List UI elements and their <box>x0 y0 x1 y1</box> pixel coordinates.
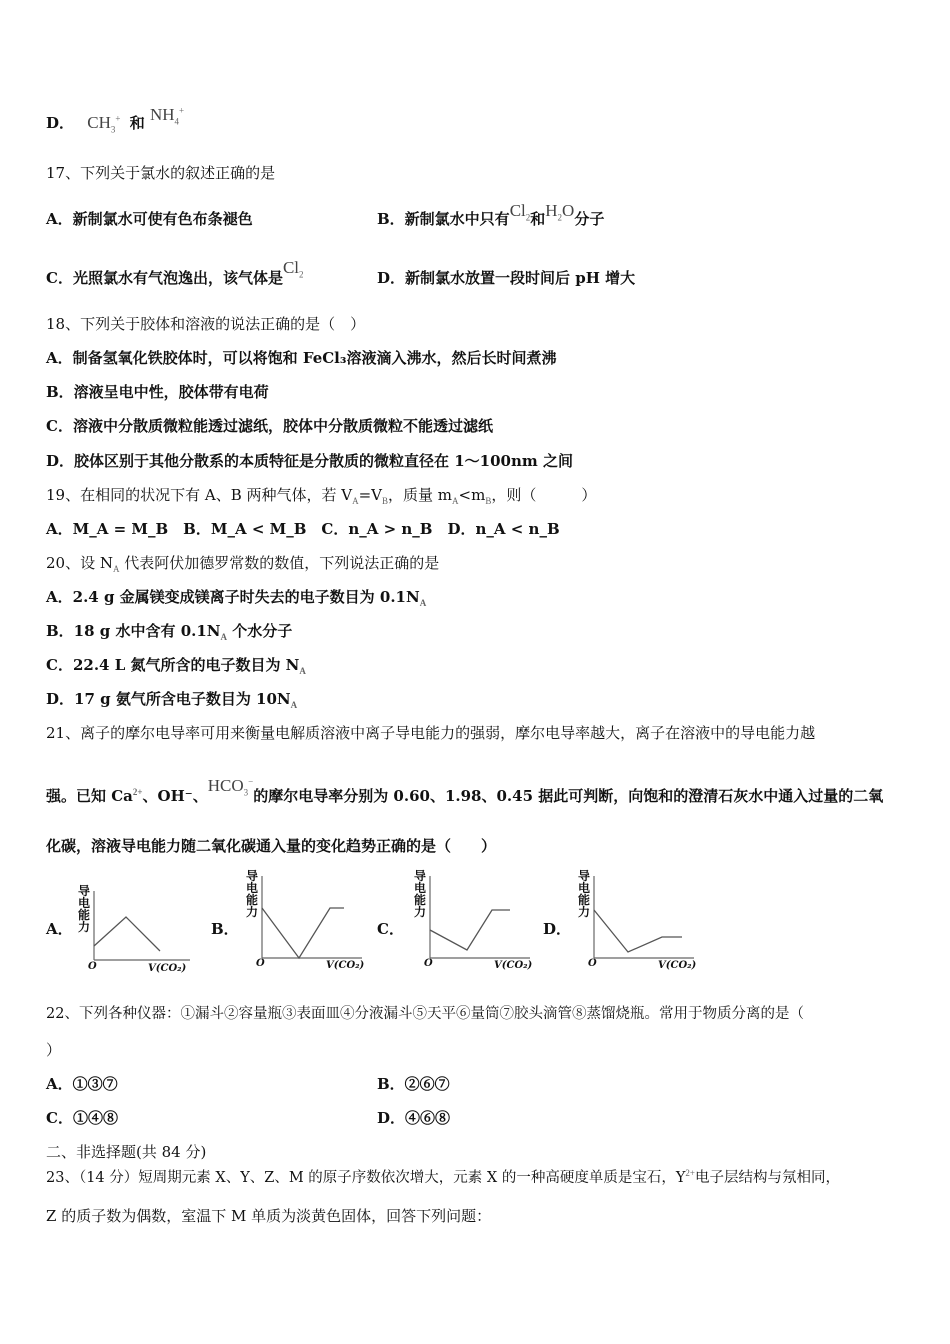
graph-b-curve <box>262 908 344 958</box>
graph-a-xlabel: V(CO₂) <box>148 963 187 974</box>
q20-stem: 20、设 $N_A$ 代表阿伏加德罗常数的数值，下列说法正确的是 <box>46 554 440 574</box>
graph-c-origin: O <box>424 958 433 969</box>
graph-d-ylabel: 导电能力 <box>578 869 591 919</box>
graph-b-origin: O <box>256 958 265 969</box>
q17-stem: 17、下列关于氯水的叙述正确的是 <box>46 164 276 182</box>
q22-stem-end: ） <box>46 1041 62 1059</box>
q22-option-d: D．④⑥⑧ <box>377 1109 451 1127</box>
q20-option-a: A．2.4 g 金属镁变成镁离子时失去的电子数目为 $0.1N_A$ <box>46 588 427 608</box>
q18-option-d: D．胶体区别于其他分散系的本质特征是分散质的微粒直径在 1～100nm 之间 <box>46 452 573 470</box>
graph-c <box>412 870 536 974</box>
q17-option-a: A．新制氯水可使有色布条褪色 <box>46 210 253 228</box>
q23-line-2: Z 的质子数为偶数，室温下 M 单质为淡黄色固体，回答下列问题： <box>46 1207 492 1225</box>
q19-stem: 19、在相同的状况下有 A、B 两种气体，若 $V_A=V_B$，质量 $m_A<m_B$，则（ ） <box>46 486 597 506</box>
q22-stem: 22、下列各种仪器：①漏斗②容量瓶③表面皿④分液漏斗⑤天平⑥量筒⑦胶头滴管⑧蒸馏烧瓶。常用于物质分离的是（ <box>46 1006 804 1022</box>
q18-option-b: B．溶液呈电中性，胶体带有电荷 <box>46 383 269 401</box>
q18-option-a: A．制备氢氧化铁胶体时，可以将饱和 FeCl₃溶液滴入沸水，然后长时间煮沸 <box>46 349 557 367</box>
q23-line-1: 23、（14 分）短周期元素 X、Y、Z、M 的原子序数依次增大，元素 X 的一种高硬度单质是宝石，$Y^{2+}$电子层结构与氖相同， <box>46 1168 840 1186</box>
q22-option-a: A．①③⑦ <box>46 1075 118 1093</box>
graph-c-curve <box>430 910 510 950</box>
q17-option-b: B．新制氯水中只有$Cl_2$和$H_2O$分子 <box>377 201 605 228</box>
q21-line-2: 强。已知 $Ca^{2+}$、OH⁻、$HCO_3^-$的摩尔电导率分别为 0.60、1.98、0.45 据此可判断，向饱和的澄清石灰水中通入过量的二氧 <box>46 776 884 805</box>
graph-b-ylabel: 导电能力 <box>246 869 259 919</box>
graph-d-label: D． <box>543 920 572 938</box>
q16-option-d: D． $CH_3^+$ 和 $NH_4^+$ <box>46 105 185 135</box>
graph-c-ylabel: 导电能力 <box>414 869 427 919</box>
graph-c-xlabel: V(CO₂) <box>494 960 533 971</box>
q21-line-1: 21、离子的摩尔电导率可用来衡量电解质溶液中离子导电能力的强弱，摩尔电导率越大，离子在溶液中的导电能力越 <box>46 724 816 742</box>
q20-option-c: C．22.4 L 氮气所含的电子数目为 $N_A$ <box>46 656 306 676</box>
q20-option-b: B．18 g 水中含有 $0.1N_A$ 个水分子 <box>46 622 293 642</box>
graph-a-label: A． <box>46 920 73 938</box>
q17-option-d: D．新制氯水放置一段时间后 pH 增大 <box>377 269 636 287</box>
graph-b-label: B． <box>211 920 239 938</box>
graph-a-origin: O <box>88 961 97 972</box>
q20-option-d: D．17 g 氨气所含电子数目为 $10N_A$ <box>46 690 298 710</box>
q18-stem: 18、下列关于胶体和溶液的说法正确的是（ ） <box>46 315 366 333</box>
graph-c-label: C． <box>377 920 404 938</box>
q22-option-b: B．②⑥⑦ <box>377 1075 450 1093</box>
graph-d-curve <box>594 910 682 952</box>
q17-option-c: C．光照氯水有气泡逸出，该气体是$Cl_2$ <box>46 258 304 287</box>
graph-d-xlabel: V(CO₂) <box>658 960 697 971</box>
graph-a-ylabel: 导电能力 <box>78 884 91 934</box>
q21-line-3: 化碳，溶液导电能力随二氧化碳通入量的变化趋势正确的是（ ） <box>46 837 497 855</box>
graph-b <box>244 870 368 974</box>
q22-option-c: C．①④⑧ <box>46 1109 118 1127</box>
graph-d <box>576 870 700 974</box>
graph-a <box>76 885 196 975</box>
section-2-heading: 二、非选择题(共 84 分) <box>46 1143 207 1161</box>
q18-option-c: C．溶液中分散质微粒能透过滤纸，胶体中分散质微粒不能透过滤纸 <box>46 417 493 435</box>
graph-a-curve <box>94 917 160 951</box>
graph-d-origin: O <box>588 958 597 969</box>
q19-options: A．M_A = M_B B．M_A < M_B C．n_A > n_B D．n_A < n_B <box>46 520 560 538</box>
graph-b-xlabel: V(CO₂) <box>326 960 365 971</box>
